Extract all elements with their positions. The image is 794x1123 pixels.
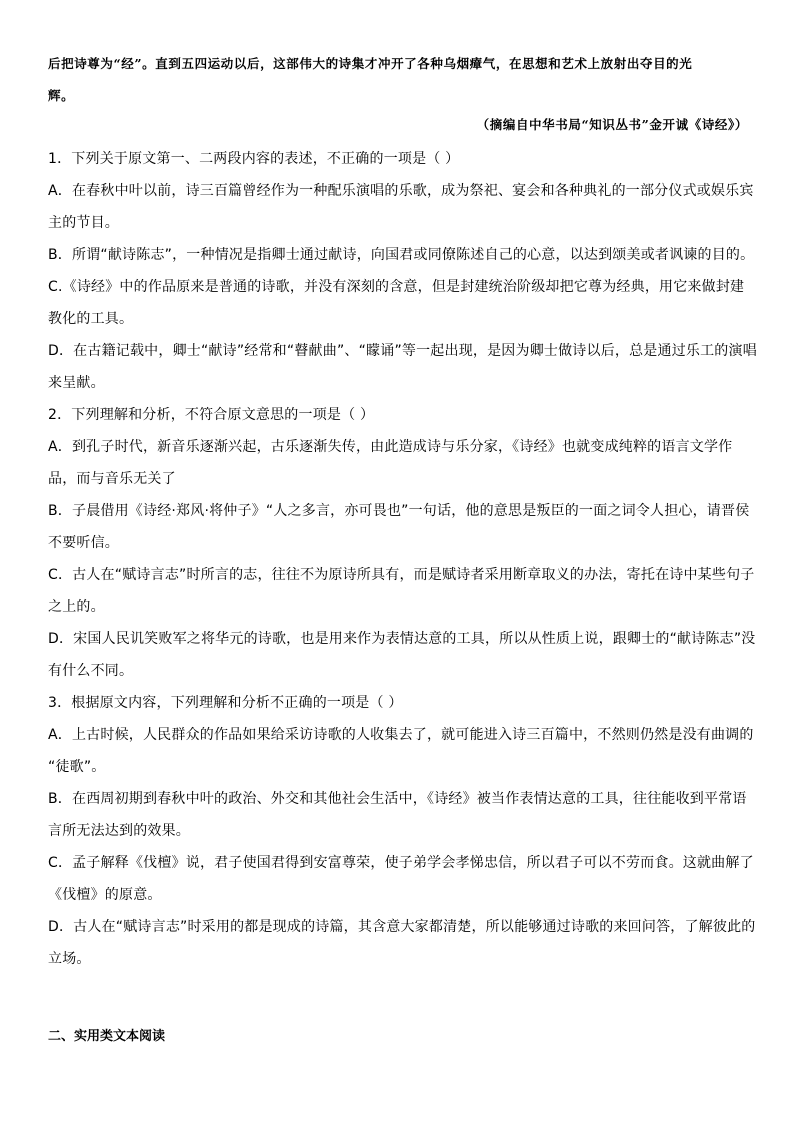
text-line: B．所谓“献诗陈志”，一种情况是指卿士通过献诗，向国君或同僚陈述自己的心意，以达到颂美或者讽谏的目的。 [48, 247, 755, 263]
text-line: 教化的工具。 [48, 311, 134, 327]
questions-block [48, 143, 757, 975]
text-line: 1．下列关于原文第一、二两段内容的表述，不正确的一项是（ ） [48, 151, 460, 167]
text-line: A．到孔子时代，新音乐逐渐兴起，古乐逐渐失传，由此造成诗与乐分家，《诗经》也就变成纯粹的语言文学作 [48, 439, 733, 455]
text-line: A．在春秋中叶以前，诗三百篇曾经作为一种配乐演唱的乐歌，成为祭祀、宴会和各种典礼的一部分仪式或娱乐宾 [48, 183, 754, 199]
text-line: C.《诗经》中的作品原来是普通的诗歌，并没有深刻的含意，但是封建统治阶级却把它尊为经典，用它来做封建 [48, 279, 745, 295]
text-line: 《伐檀》的原意。 [48, 887, 162, 903]
intro-line: 后把诗尊为“经”。直到五四运动以后，这部伟大的诗集才冲开了各种乌烟瘴气，在思想和艺术上放射出夺目的光 [48, 56, 693, 71]
text-line: “徒歌”。 [48, 759, 106, 775]
text-line: 立场。 [48, 951, 91, 967]
text-line: B．子晨借用《诗经·郑风·将仲子》“人之多言，亦可畏也”一句话，他的意思是叛臣的一面之词令人担心，请晋侯 [48, 503, 750, 519]
text-line: C．孟子解释《伐檀》说，君子使国君得到安富尊荣，使子弟学会孝悌忠信，所以君子可以不劳而食。这就曲解了 [48, 855, 754, 871]
text-line: 2．下列理解和分析，不符合原文意思的一项是（ ） [48, 407, 375, 423]
text-line: 言所无法达到的效果。 [48, 823, 190, 839]
section-heading: 二、实用类文本阅读 [48, 1029, 166, 1044]
text-line: A．上古时候，人民群众的作品如果给采访诗歌的人收集去了，就可能进入诗三百篇中，不然则仍然是没有曲调的 [48, 727, 754, 743]
text-line: 之上的。 [48, 599, 105, 615]
text-line: D．古人在“赋诗言志”时采用的都是现成的诗篇，其含意大家都清楚，所以能够通过诗歌的来回问答，了解彼此的 [48, 919, 756, 935]
text-line: 品，而与音乐无关了 [48, 471, 176, 487]
text-line: 3．根据原文内容，下列理解和分析不正确的一项是（ ） [48, 695, 403, 711]
intro-paragraph [48, 48, 748, 112]
text-line: D．在古籍记载中，卿士“献诗”经常和“瞽献曲”、“矇诵”等一起出现，是因为卿士做诗以后，总是通过乐工的演唱 [48, 343, 757, 359]
text-line: 有什么不同。 [48, 663, 134, 679]
text-line: 不要听信。 [48, 535, 119, 551]
text-line: B．在西周初期到春秋中叶的政治、外交和其他社会生活中，《诗经》被当作表情达意的工具，往往能收到平常语 [48, 791, 747, 807]
text-line: 主的节目。 [48, 215, 119, 231]
intro-line: 辉。 [48, 88, 75, 103]
text-line: 来呈献。 [48, 375, 105, 391]
text-line: D．宋国人民讥笑败军之将华元的诗歌，也是用来作为表情达意的工具，所以从性质上说，跟卿士的“献诗陈志”没 [48, 631, 756, 647]
text-line: C．古人在“赋诗言志”时所言的志，往往不为原诗所具有，而是赋诗者采用断章取义的办法，寄托在诗中某些句子 [48, 567, 755, 583]
source-citation: （摘编自中华书局“知识丛书”金开诚《诗经》） [476, 117, 748, 132]
